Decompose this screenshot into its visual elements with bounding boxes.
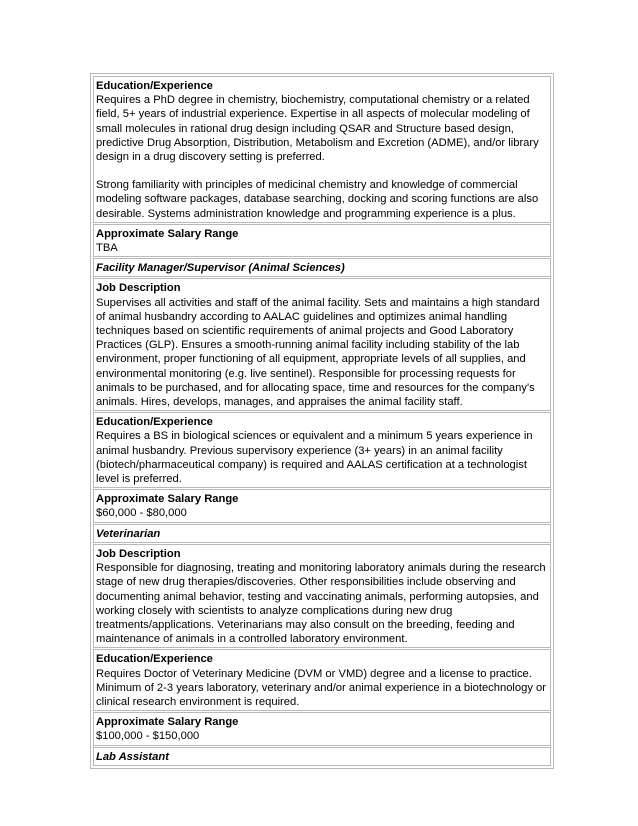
job-title-cell bbox=[93, 258, 551, 277]
section-heading: Job Description bbox=[96, 282, 181, 295]
section-text: TBA bbox=[96, 242, 118, 255]
section-heading: Education/Experience bbox=[96, 653, 213, 666]
section-heading: Job Description bbox=[96, 547, 181, 560]
section-cell bbox=[93, 544, 551, 648]
section-cell bbox=[93, 412, 551, 488]
section-cell bbox=[93, 649, 551, 711]
job-title: Facility Manager/Supervisor (Animal Sciences) bbox=[96, 262, 345, 275]
section-text: Requires a PhD degree in chemistry, biochemistry, computational chemistry or a related field, 5+ years of industrial experience. Expertise in all aspects of molecular modeling of small molecules in rational drug design including QSAR and Structure based design, predictive Drug Absorption, Distribution, Metabolism and Excretion (ADME), and/or library design in a drug discovery setting is preferred. bbox=[96, 94, 539, 164]
section-heading: Approximate Salary Range bbox=[96, 716, 239, 729]
section-cell bbox=[93, 489, 551, 522]
section-heading: Education/Experience bbox=[96, 80, 213, 92]
section-text: Requires a BS in biological sciences or equivalent and a minimum 5 years experience in animal husbandry. Previous supervisory experience (3+ years) in an animal facility (biotech/pharmaceutical company) is required and AALAS certification at a technologist level is preferred. bbox=[96, 430, 533, 486]
section-text: Strong familiarity with principles of medicinal chemistry and knowledge of commercial modeling software packages, database searching, docking and scoring functions are also desirable. Systems administration knowledge and programming experience is a plus. bbox=[96, 179, 539, 220]
section-text: Supervises all activities and staff of the animal facility. Sets and maintains a high standard of animal husbandry according to AALAC guidelines and optimizes animal handling techniques based on scientific requirements of animal projects and Good Laboratory Practices (GLP). Ensures a smooth-running animal facility including stability of the lab environment, proper functioning of all equipment, appropriate levels of all supplies, and environmental monitoring (e.g. live sentinel). Responsible for processing requests for animals to be purchased, and for allocating space, time and resources for the company's animals. Hires, develops, manages, and appraises the animal facility staff. bbox=[96, 296, 540, 409]
section-cell bbox=[93, 278, 551, 411]
section-heading: Approximate Salary Range bbox=[96, 227, 239, 240]
section-text: Responsible for diagnosing, treating and monitoring laboratory animals during the research stage of new drug therapies/discoveries. Other responsibilities include observing and documenting animal behavior, testing and vaccinating animals, performing autopsies, and working closely with scientists to analyze complications during new drug treatments/applications. Veterinarians may also consult on the breeding, feeding and maintenance of animals in a controlled laboratory environment. bbox=[96, 562, 546, 646]
job-listing-table bbox=[90, 73, 554, 769]
job-title: Lab Assistant bbox=[96, 750, 169, 763]
section-heading: Approximate Salary Range bbox=[96, 493, 239, 506]
job-title-cell bbox=[93, 747, 551, 766]
section-text: $100,000 - $150,000 bbox=[96, 730, 200, 743]
job-title-cell bbox=[93, 524, 551, 543]
section-cell bbox=[93, 76, 551, 223]
section-cell bbox=[93, 224, 551, 257]
job-title: Veterinarian bbox=[96, 527, 161, 540]
section-text: $60,000 - $80,000 bbox=[96, 507, 187, 520]
section-cell bbox=[93, 712, 551, 745]
section-heading: Education/Experience bbox=[96, 416, 213, 429]
section-text: Requires Doctor of Veterinary Medicine (DVM or VMD) degree and a license to practice. Minimum of 2-3 years laboratory, veterinary and/or animal experience in a biotechnology or clinical research environment is required. bbox=[96, 667, 547, 708]
